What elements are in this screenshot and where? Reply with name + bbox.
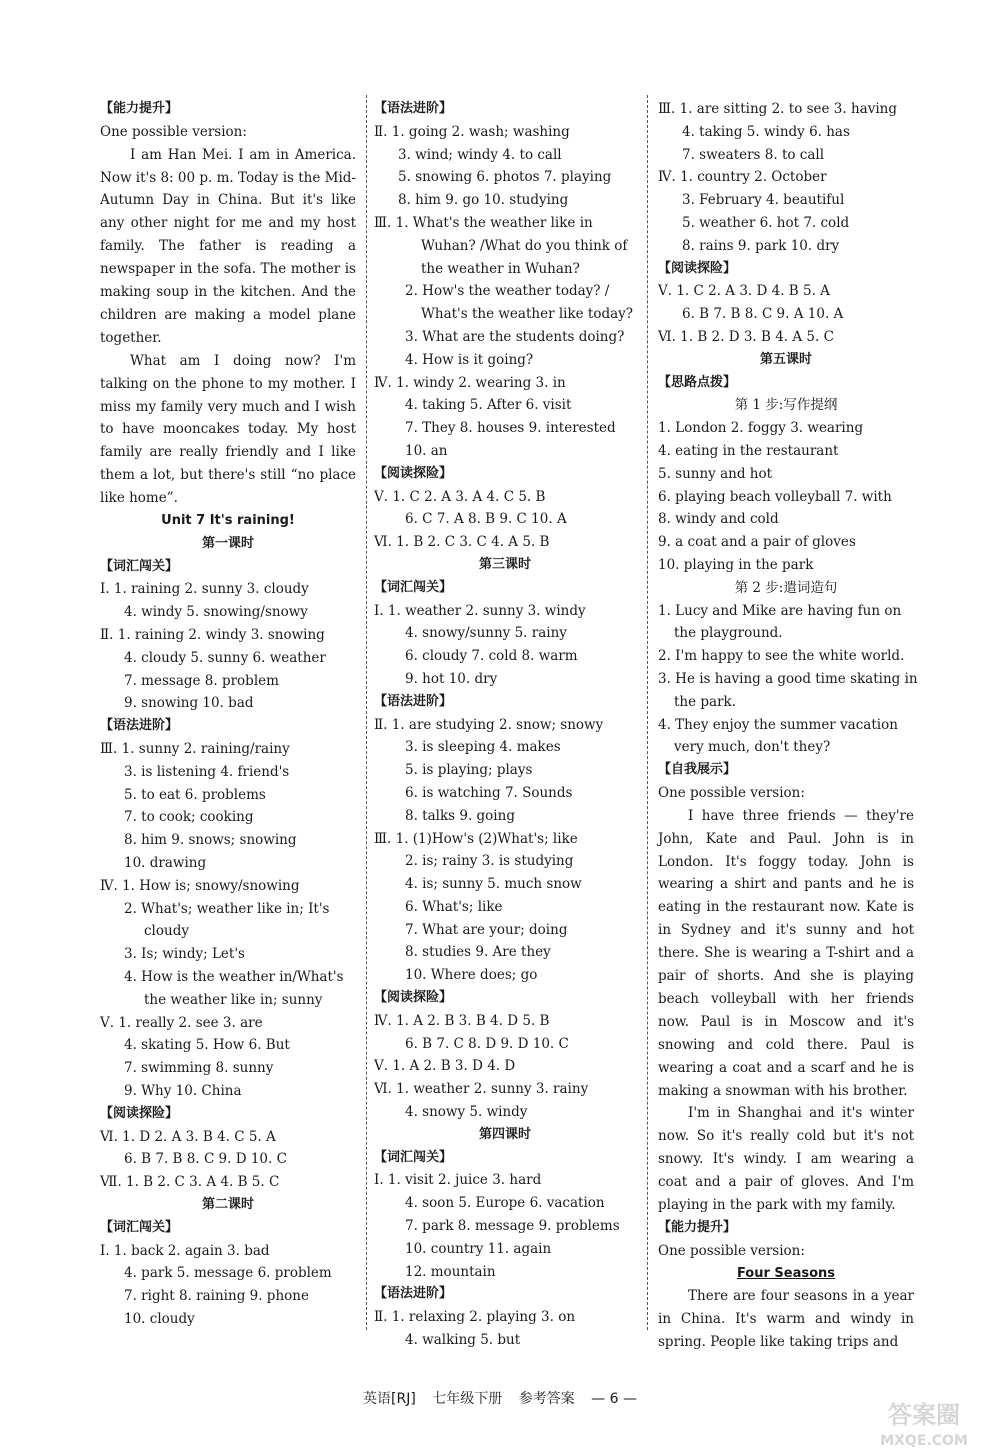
answer-line: 6. is watching 7. Sounds [405,784,573,801]
essay-paragraph: There are four seasons in a year in China. It's warm and windy in spring. People like taking trips and [658,1288,914,1351]
column-3 [658,98,918,1354]
answer-line: 9. snowing 10. bad [124,695,254,712]
answer-line: Ⅳ. 1. country 2. October [658,169,827,186]
answer-line: 3. wind; windy 4. to call [398,146,562,163]
answer-line: 4. windy 5. snowing/snowy [124,604,308,621]
answer-line: 8. talks 9. going [405,807,515,824]
answer-line: 4. taking 5. windy 6. has [682,123,850,140]
answer-line: 4. park 5. message 6. problem [124,1265,332,1282]
column-divider-1 [366,95,367,1330]
section-heading: 【词汇闯关】 [374,1149,453,1165]
unit-title: Unit 7 It's raining! [161,513,295,529]
essay-paragraph: I'm in Shanghai and it's winter now. So it's really cold but it's not snowy. It's windy. I am wearing a coat and a pair of gloves. And I'm playing in the park with my family. [658,1105,914,1214]
answer-line: 7. sweaters 8. to call [682,146,825,163]
answer-line: Ⅲ. 1. What's the weather like in [374,214,593,231]
version-label: One possible version: [658,784,805,801]
answer-line: 10. an [405,442,448,459]
answer-line: 8. rains 9. park 10. dry [682,237,840,254]
footer-subject: 英语[RJ] [363,1391,416,1407]
lesson-title: 第四课时 [478,1126,531,1142]
section-heading: 【能力提升】 [658,1220,737,1236]
step-title: 第 2 步:遣词造句 [734,579,838,596]
answer-line: 6. playing beach volleyball 7. with [658,488,892,505]
answer-line: 2. I'm happy to see the white world. [658,648,905,665]
section-heading: 【词汇闯关】 [100,1219,179,1235]
answer-line: Ⅴ. 1. really 2. see 3. are [100,1014,263,1031]
answer-line: 6. cloudy 7. cold 8. warm [405,648,578,665]
essay-paragraph: I have three friends — they're John, Kate and Paul. John is in London. It's foggy today. John is wearing a shirt and pants and he is eating in the restaurant now. Kate is in Sydney and it's sunny and hot there. She is wearing a T-shirt and a pair of shorts. And she is playing beach volleyball with her friends now. Paul is in Moscow and it's snowing and cold there. Paul is wearing a coat and a scarf and he is making a snowman with his brother. [658,807,914,1099]
answer-line: 7. swimming 8. sunny [124,1060,274,1077]
lesson-title: 第一课时 [201,535,254,551]
answer-line: 6. B 7. B 8. C 9. A 10. A [682,306,844,323]
answer-line: 7. right 8. raining 9. phone [124,1288,309,1305]
section-heading: 【词汇闯关】 [374,579,453,595]
answer-line: 9. a coat and a pair of gloves [658,534,856,551]
essay-title: Four Seasons [736,1265,836,1281]
answer-line: Ⅰ. 1. weather 2. sunny 3. windy [374,602,586,619]
answer-line: Ⅰ. 1. back 2. again 3. bad [100,1242,270,1259]
watermark-text-2: MXQE.COM [880,1433,968,1449]
column-divider-2 [647,95,648,1330]
footer-label: 参考答案 [518,1391,575,1407]
answer-line: 10. playing in the park [658,556,814,573]
version-label: One possible version: [658,1242,805,1259]
lesson-title: 第三课时 [478,556,531,572]
answer-line: 12. mountain [405,1263,496,1280]
answer-line: 10. cloudy [124,1310,195,1327]
answer-line: 9. hot 10. dry [405,670,498,687]
page-number: — 6 — [591,1391,637,1407]
answer-line: Ⅳ. 1. A 2. B 3. B 4. D 5. B [374,1012,550,1029]
answer-line: 3. is listening 4. friend's [124,763,290,780]
answer-line: Ⅱ. 1. relaxing 2. playing 3. on [374,1309,576,1326]
answer-line: 5. snowing 6. photos 7. playing [398,169,612,186]
answer-line: very much, don't they? [674,739,831,756]
answer-line: Ⅳ. 1. windy 2. wearing 3. in [374,374,566,391]
answer-line: 10. Where does; go [405,967,538,984]
answer-line: cloudy [144,923,189,940]
section-heading: 【语法进阶】 [100,718,179,734]
answer-line: Ⅵ. 1. weather 2. sunny 3. rainy [374,1081,589,1098]
essay-paragraph: I am Han Mei. I am in America. Now it's 8: 00 p. m. Today is the Mid-Autumn Day in China. But it's like any other night for me and my host family. The father is reading a newspaper in the sofa. The mother is making soup in the kitchen. And the children are making a model plane together. [100,146,356,346]
answer-line: 4. skating 5. How 6. But [124,1037,290,1054]
column-2 [374,98,636,1352]
answer-line: Ⅲ. 1. (1)How's (2)What's; like [374,830,578,847]
answer-line: 4. eating in the restaurant [658,442,839,459]
section-heading: 【阅读探险】 [100,1105,179,1121]
section-heading: 【思路点拨】 [658,374,737,390]
section-heading: 【语法进阶】 [374,101,453,116]
answer-line: What's the weather like today? [421,306,634,323]
answer-line: 3. February 4. beautiful [682,192,845,209]
answer-line: 6. B 7. C 8. D 9. D 10. C [405,1035,569,1052]
answer-line: 1. London 2. foggy 3. wearing [658,420,864,437]
answer-line: 4. How is it going? [405,351,534,368]
answer-line: Ⅳ. 1. How is; snowy/snowing [100,877,300,894]
answer-line: 7. to cook; cooking [124,809,254,826]
answer-line: 4. walking 5. but [405,1332,521,1349]
section-heading: 【阅读探险】 [374,465,453,481]
answer-line: 5. weather 6. hot 7. cold [682,214,850,231]
answer-line: 9. Why 10. China [124,1083,242,1100]
answer-line: 10. country 11. again [405,1240,552,1257]
footer-grade: 七年级下册 [432,1391,503,1407]
answer-line: the playground. [674,625,783,642]
answer-line: Ⅴ. 1. C 2. A 3. D 4. B 5. A [658,283,830,300]
lesson-title: 第二课时 [201,1197,254,1212]
answer-line: 6. What's; like [405,898,503,915]
answer-line: 5. is playing; plays [405,762,533,779]
answer-line: Ⅴ. 1. A 2. B 3. D 4. D [374,1058,516,1075]
answer-line: 7. message 8. problem [124,672,279,689]
answer-line: Ⅵ. 1. B 2. C 3. C 4. A 5. B [374,534,550,551]
answer-line: Wuhan? /What do you think of [421,237,628,254]
answer-line: the weather like in; sunny [144,991,323,1008]
answer-line: Ⅵ. 1. B 2. D 3. B 4. A 5. C [658,328,834,345]
answer-line: 4. taking 5. After 6. visit [405,397,572,414]
answer-line: 8. studies 9. Are they [405,944,551,961]
answer-line: 3. Is; windy; Let's [124,946,245,963]
column-1 [100,98,356,1331]
answer-line: Ⅱ. 1. raining 2. windy 3. snowing [100,627,325,644]
section-heading: 【阅读探险】 [658,260,737,276]
answer-line: Ⅲ. 1. sunny 2. raining/rainy [100,741,290,758]
answer-line: 6. C 7. A 8. B 9. C 10. A [405,511,567,528]
page-footer [0,1388,1000,1408]
step-title: 第 1 步:写作提纲 [734,397,838,414]
answer-line: 7. What are your; doing [405,921,568,938]
answer-line: 4. They enjoy the summer vacation [658,716,898,733]
answer-line: Ⅲ. 1. are sitting 2. to see 3. having [658,101,898,117]
answer-line: the park. [674,693,737,710]
answer-line: Ⅶ. 1. B 2. C 3. A 4. B 5. C [100,1174,280,1191]
answer-line: 2. How's the weather today? / [405,283,610,300]
answer-line: 4. How is the weather in/What's [124,969,344,986]
answer-line: 3. He is having a good time skating in [658,670,918,687]
version-label: One possible version: [100,123,247,140]
answer-line: 5. to eat 6. problems [124,786,266,803]
essay-paragraph: What am I doing now? I'm talking on the phone to my mother. I miss my family very much and I wish to have mooncakes today. My host family are really friendly and I like them a lot, but there's still “no place like home”. [100,352,356,507]
answer-line: 4. soon 5. Europe 6. vacation [405,1195,605,1212]
answer-line: 2. What's; weather like in; It's [124,900,330,917]
section-heading: 【语法进阶】 [374,693,453,709]
answer-line: 7. They 8. houses 9. interested [405,420,616,437]
answer-line: 5. sunny and hot [658,465,773,482]
section-heading: 【阅读探险】 [374,990,453,1006]
answer-line: 4. snowy 5. windy [405,1104,528,1121]
answer-line: 8. him 9. go 10. studying [398,192,569,209]
answer-line: 10. drawing [124,855,207,872]
answer-line: 6. B 7. B 8. C 9. D 10. C [124,1151,287,1168]
section-heading: 【语法进阶】 [374,1286,453,1302]
section-heading: 【词汇闯关】 [100,558,179,574]
watermark-logo [857,1395,992,1450]
answer-line: Ⅱ. 1. going 2. wash; washing [374,123,570,140]
answer-line: Ⅴ. 1. C 2. A 3. A 4. C 5. B [374,488,546,505]
answer-line: 2. is; rainy 3. is studying [405,853,574,870]
answer-line: Ⅰ. 1. raining 2. sunny 3. cloudy [100,581,309,598]
answer-line: Ⅵ. 1. D 2. A 3. B 4. C 5. A [100,1128,276,1145]
answer-line: 3. What are the students doing? [405,328,625,345]
watermark-text-1: 答案圈 [888,1401,960,1429]
answer-line: 8. him 9. snows; snowing [124,832,297,849]
answer-line: Ⅰ. 1. visit 2. juice 3. hard [374,1172,542,1189]
answer-line: 4. snowy/sunny 5. rainy [405,625,567,642]
answer-line: 3. is sleeping 4. makes [405,739,561,756]
answer-line: 1. Lucy and Mike are having fun on [658,602,902,619]
answer-line: 4. is; sunny 5. much snow [405,876,582,893]
lesson-title: 第五课时 [759,351,812,367]
answer-line: 7. park 8. message 9. problems [405,1218,620,1235]
answer-line: the weather in Wuhan? [421,260,580,277]
answer-line: 4. cloudy 5. sunny 6. weather [124,649,326,666]
answer-line: 8. windy and cold [658,511,779,528]
answer-line: Ⅱ. 1. are studying 2. snow; snowy [374,716,604,733]
section-heading: 【自我展示】 [658,762,737,778]
section-heading: 【能力提升】 [100,101,179,116]
